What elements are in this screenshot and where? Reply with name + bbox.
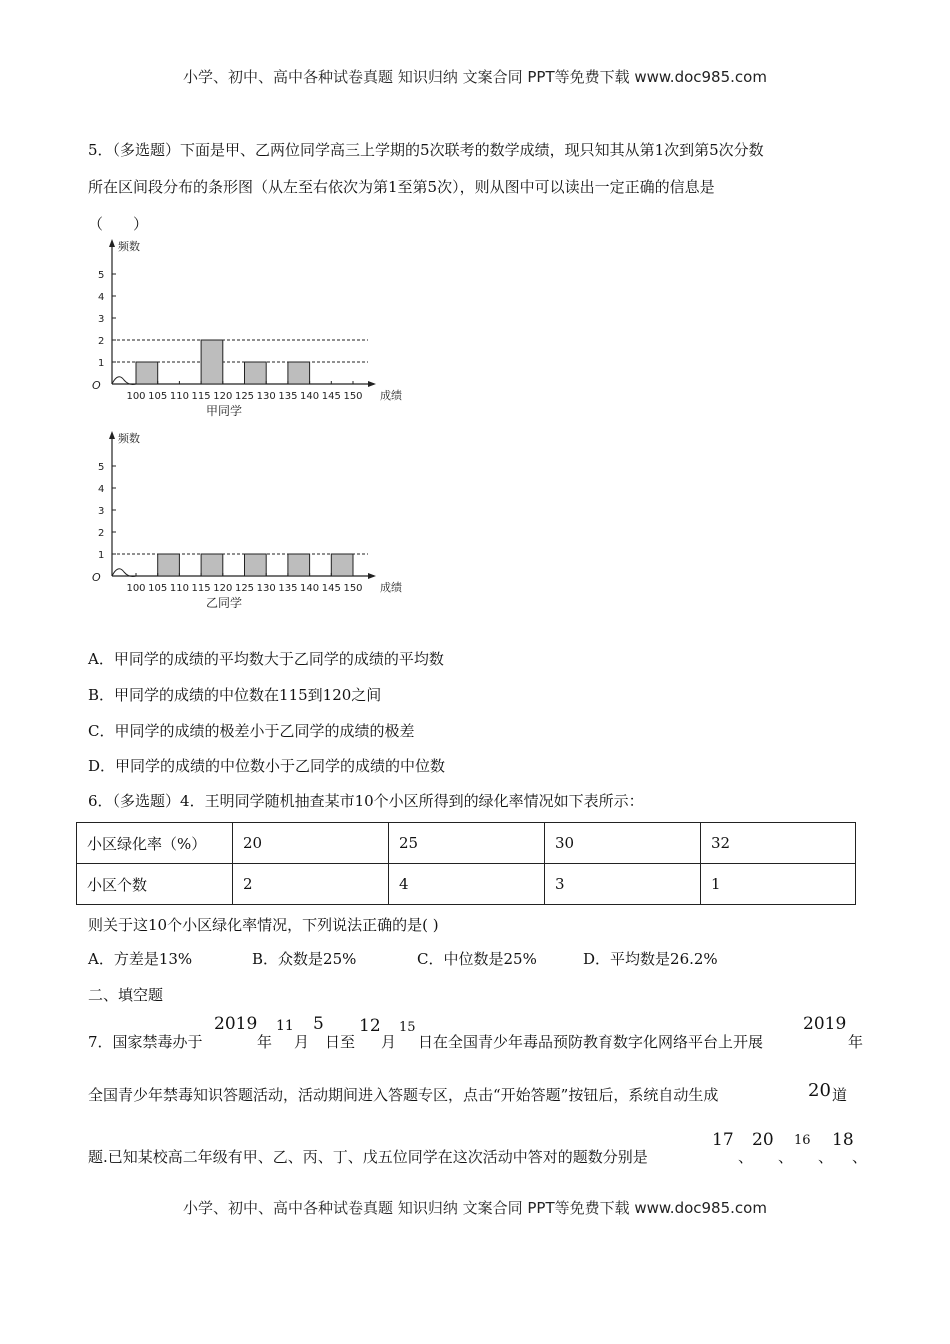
- q7-yue2: 月: [381, 1033, 397, 1051]
- q7-prefix: 7．国家禁毒办于: [88, 1033, 203, 1051]
- q7-total-questions: 20: [808, 1080, 831, 1101]
- chart-caption: 乙同学: [205, 596, 243, 610]
- q7-d1: 5: [313, 1014, 324, 1034]
- y-axis-label: 频数: [118, 240, 140, 253]
- x-tick-label: 135: [278, 391, 298, 402]
- q7-line3: 题.已知某校高二年级有甲、乙、丙、丁、戊五位同学在这次活动中答对的题数分别是: [88, 1148, 648, 1166]
- table-row: [77, 823, 856, 864]
- x-axis-arrow: [368, 381, 376, 387]
- q7-sep: 、: [818, 1148, 834, 1166]
- x-tick-label: 130: [256, 583, 276, 594]
- table-cell: 25: [389, 823, 545, 864]
- q7-sep: 、: [852, 1148, 868, 1166]
- chart-caption: 甲同学: [205, 404, 243, 418]
- table-cell: 32: [701, 823, 856, 864]
- origin-label: O: [92, 379, 101, 392]
- q7-line2: 全国青少年禁毒知识答题活动，活动期间进入答题专区，点击“开始答题”按钮后，系统自动生成: [88, 1086, 719, 1104]
- chart-jia: [86, 236, 416, 421]
- y-tick-label: 2: [98, 528, 105, 539]
- q7-year1: 2019: [214, 1014, 258, 1034]
- x-tick-label: 145: [321, 391, 341, 402]
- q7-nian2: 年: [848, 1033, 864, 1051]
- x-tick-label: 105: [148, 391, 168, 402]
- y-tick-label: 5: [98, 462, 105, 473]
- histogram-bar: [331, 554, 353, 576]
- q6-option-d: D．平均数是26.2%: [583, 950, 718, 968]
- q5-stem-line1: 5．（多选题）下面是甲、乙两位同学高三上学期的5次联考的数学成绩，现只知其从第1次到第5次分数: [88, 141, 764, 159]
- histogram-bar: [201, 554, 223, 576]
- q7-num-bing: 16: [794, 1133, 811, 1148]
- y-tick-label: 2: [98, 336, 105, 347]
- q7-sep: 、: [738, 1148, 754, 1166]
- table-cell: 4: [389, 864, 545, 905]
- y-axis-label: 频数: [118, 432, 140, 445]
- y-tick-label: 4: [98, 292, 105, 303]
- histogram-bar: [245, 554, 267, 576]
- x-tick-label: 130: [256, 391, 276, 402]
- table-cell: 1: [701, 864, 856, 905]
- table-cell: 小区绿化率（%）: [77, 823, 233, 864]
- y-tick-label: 5: [98, 270, 105, 281]
- x-tick-label: 125: [234, 583, 255, 594]
- x-tick-label: 140: [300, 583, 320, 594]
- histogram-bar: [136, 362, 158, 384]
- q7-ri-zhi: 日至: [325, 1033, 356, 1051]
- y-tick-label: 3: [98, 314, 105, 325]
- q7-year2: 2019: [803, 1014, 847, 1034]
- histogram-bar: [158, 554, 180, 576]
- q7-num-jia: 17: [712, 1130, 734, 1150]
- axis-break: [112, 377, 136, 385]
- y-tick-label: 3: [98, 506, 105, 517]
- table-cell: 30: [545, 823, 701, 864]
- q7-yue1: 月: [294, 1033, 310, 1051]
- q7-m1: 11: [276, 1018, 294, 1034]
- table-cell: 2: [233, 864, 389, 905]
- y-axis-arrow: [109, 431, 115, 439]
- x-tick-label: 110: [169, 583, 189, 594]
- q7-d2: 15: [399, 1020, 416, 1035]
- table-cell: 小区个数: [77, 864, 233, 905]
- q5-option-d: D．甲同学的成绩的中位数小于乙同学的成绩的中位数: [88, 757, 446, 775]
- q6-option-a: A．方差是13%: [88, 950, 193, 968]
- q7-num-ding: 18: [832, 1130, 854, 1150]
- x-tick-label: 120: [213, 391, 233, 402]
- greening-rate-table: [76, 822, 856, 905]
- x-tick-label: 110: [169, 391, 189, 402]
- q6-option-b: B．众数是25%: [252, 950, 357, 968]
- x-axis-label: 成绩: [380, 581, 402, 594]
- table-row: [77, 864, 856, 905]
- q5-option-b: B．甲同学的成绩的中位数在115到120之间: [88, 686, 382, 704]
- x-tick-label: 120: [213, 583, 233, 594]
- axis-break: [112, 569, 136, 577]
- x-tick-label: 115: [191, 391, 211, 402]
- histogram-bar: [288, 362, 310, 384]
- q6-option-c: C．中位数是25%: [417, 950, 537, 968]
- x-axis-arrow: [368, 573, 376, 579]
- origin-label: O: [92, 571, 101, 584]
- chart-yi: [86, 428, 416, 613]
- table-cell: 20: [233, 823, 389, 864]
- page-header: 小学、初中、高中各种试卷真题 知识归纳 文案合同 PPT等免费下载 www.doc985.com: [183, 68, 767, 86]
- x-tick-label: 115: [191, 583, 211, 594]
- table-cell: 3: [545, 864, 701, 905]
- x-tick-label: 150: [343, 391, 363, 402]
- y-tick-label: 4: [98, 484, 105, 495]
- q5-stem-line2: 所在区间段分布的条形图（从左至右依次为第1至第5次），则从图中可以读出一定正确的信息是: [88, 178, 715, 196]
- x-tick-label: 125: [234, 391, 255, 402]
- x-tick-label: 100: [126, 583, 146, 594]
- y-tick-label: 1: [98, 550, 105, 561]
- y-axis-arrow: [109, 239, 115, 247]
- y-tick-label: 1: [98, 358, 105, 369]
- x-tick-label: 135: [278, 583, 298, 594]
- histogram-bar: [245, 362, 267, 384]
- q6-question: 则关于这10个小区绿化率情况，下列说法正确的是( ): [88, 916, 439, 934]
- q7-m2: 12: [359, 1016, 381, 1036]
- q7-num-yi: 20: [752, 1130, 774, 1150]
- q7-nian1: 年: [257, 1033, 273, 1051]
- x-tick-label: 140: [300, 391, 320, 402]
- histogram-bar: [201, 340, 223, 384]
- x-axis-label: 成绩: [380, 389, 402, 402]
- q7-mid1: 日在全国青少年毒品预防教育数字化网络平台上开展: [418, 1033, 764, 1051]
- x-tick-label: 100: [126, 391, 146, 402]
- section-title: 二、填空题: [88, 986, 164, 1004]
- q5-option-a: A．甲同学的成绩的平均数大于乙同学的成绩的平均数: [88, 650, 444, 668]
- q7-sep: 、: [778, 1148, 794, 1166]
- histogram-bar: [288, 554, 310, 576]
- page-footer: 小学、初中、高中各种试卷真题 知识归纳 文案合同 PPT等免费下载 www.doc985.com: [183, 1199, 767, 1217]
- x-tick-label: 105: [148, 583, 168, 594]
- q5-answer-blank: （ ）: [88, 215, 149, 233]
- q6-stem: 6．（多选题）4．王明同学随机抽查某市10个小区所得到的绿化率情况如下表所示：: [88, 792, 644, 810]
- x-tick-label: 150: [343, 583, 363, 594]
- x-tick-label: 145: [321, 583, 341, 594]
- q7-dao: 道: [832, 1086, 848, 1104]
- q5-option-c: C．甲同学的成绩的极差小于乙同学的成绩的极差: [88, 722, 415, 740]
